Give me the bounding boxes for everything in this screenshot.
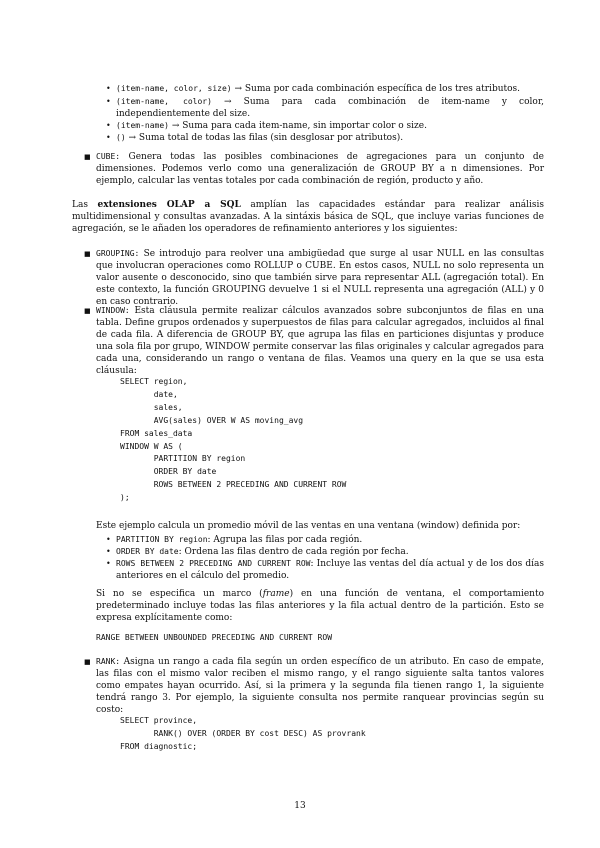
list-item: • (item-name, color) → Suma para cada combinación de item-name y color, independientemente del size. xyxy=(106,97,544,119)
bullet-icon: • xyxy=(106,97,111,106)
bullet-icon: • xyxy=(106,535,111,544)
code-block-rank: SELECT province, RANK() OVER (ORDER BY cost DESC) AS provrank FROM diagnostic; xyxy=(120,716,366,751)
code-range: RANGE BETWEEN UNBOUNDED PRECEDING AND CURRENT ROW xyxy=(96,633,333,642)
list-item: • (item-name) → Suma para cada item-name, sin importar color o size. xyxy=(106,121,427,131)
frame-note-paragraph: Si no se especifica un marco (frame) en una función de ventana, el comportamiento predeterminado incluye todas las filas anteriores y la fila actual dentro de la partición. Esto se expresa explícitamente como: xyxy=(96,589,544,623)
code-block-window: SELECT region, date, sales, AVG(sales) OVER W AS moving_avg FROM sales_data WINDOW W AS ( PARTITION BY region ORDER BY date ROWS BETWEEN 2 PRECEDING AND CURRENT ROW ); xyxy=(120,377,347,503)
list-item-grouping: ■ GROUPING: Se introdujo para reolver una ambigüedad que surge al usar NULL en las consultas que involucran operaciones como ROLLUP o CUBE. En estos casos, NULL no solo representa un valor ausente o desconocido, sino que también sirve para representar ALL (agregación total). En este contexto, la función GROUPING devuelve 1 si el NULL representa una agregación (ALL) y 0 en caso contrario. xyxy=(84,249,544,307)
bullet-icon: • xyxy=(106,559,111,568)
list-item: • PARTITION BY region: Agrupa las filas por cada región. xyxy=(106,535,363,545)
list-item: • ORDER BY date: Ordena las filas dentro de cada región por fecha. xyxy=(106,547,409,557)
bullet-icon: • xyxy=(106,121,111,130)
list-item-rank: ■ RANK: Asigna un rango a cada fila según un orden específico de un atributo. En caso de empate, las filas con el mismo valor reciben el mismo rango, y el rango siguiente salta tantos valores como empates hayan ocurrido. Así, si la primera y la segunda fila tienen rango 1, la siguiente tendrá rango 3. Por ejemplo, la siguiente consulta nos permite ranquear provincias según su costo: xyxy=(84,657,544,715)
bullet-icon: • xyxy=(106,84,111,93)
list-item: • (item-name, color, size) → Suma por cada combinación específica de los tres atributos. xyxy=(106,84,521,94)
bullet-icon: • xyxy=(106,133,111,142)
list-item-cube: ■ CUBE: Genera todas las posibles combinaciones de agregaciones para un conjunto de dimensiones. Podemos verlo como una generalización de GROUP BY a n dimensiones. Por ejemplo, calcular las ventas totales por cada combinación de región, producto y año. xyxy=(84,152,544,186)
bullet-icon: ■ xyxy=(84,307,91,315)
list-item: • ROWS BETWEEN 2 PRECEDING AND CURRENT ROW: Incluye las ventas del día actual y de los dos días anteriores en el cálculo del promedio. xyxy=(106,559,545,581)
window-explanation: Este ejemplo calcula un promedio móvil de las ventas en una ventana (window) definida por: xyxy=(96,521,521,531)
olap-intro-paragraph: Las extensiones OLAP a SQL amplían las capacidades estándar para realizar análisis multidimensional y consultas avanzadas. A la sintáxis básica de SQL, que incluye varias funciones de agregación, se le añaden los operadores de refinamiento anteriores y los siguientes: xyxy=(72,200,544,234)
bullet-icon: ■ xyxy=(84,250,91,258)
page-number: 13 xyxy=(294,801,306,811)
list-item: • () → Suma total de todas las filas (sin desglosar por atributos). xyxy=(106,133,404,143)
bullet-icon: • xyxy=(106,547,111,556)
bullet-icon: ■ xyxy=(84,153,91,161)
list-item-window: ■ WINDOW: Esta cláusula permite realizar cálculos avanzados sobre subconjuntos de filas en una tabla. Define grupos ordenados y superpuestos de filas para calcular agregados, incluidos al final de cada fila. A diferencia de GROUP BY, que agrupa las filas en particiones disjuntas y produce una sola fila por grupo, WINDOW permite conservar las filas originales y calcular agregados para cada una, considerando un rango o ventana de filas. Veamos una query en la que se usa esta cláusula: xyxy=(84,306,544,376)
bullet-icon: ■ xyxy=(84,658,91,666)
